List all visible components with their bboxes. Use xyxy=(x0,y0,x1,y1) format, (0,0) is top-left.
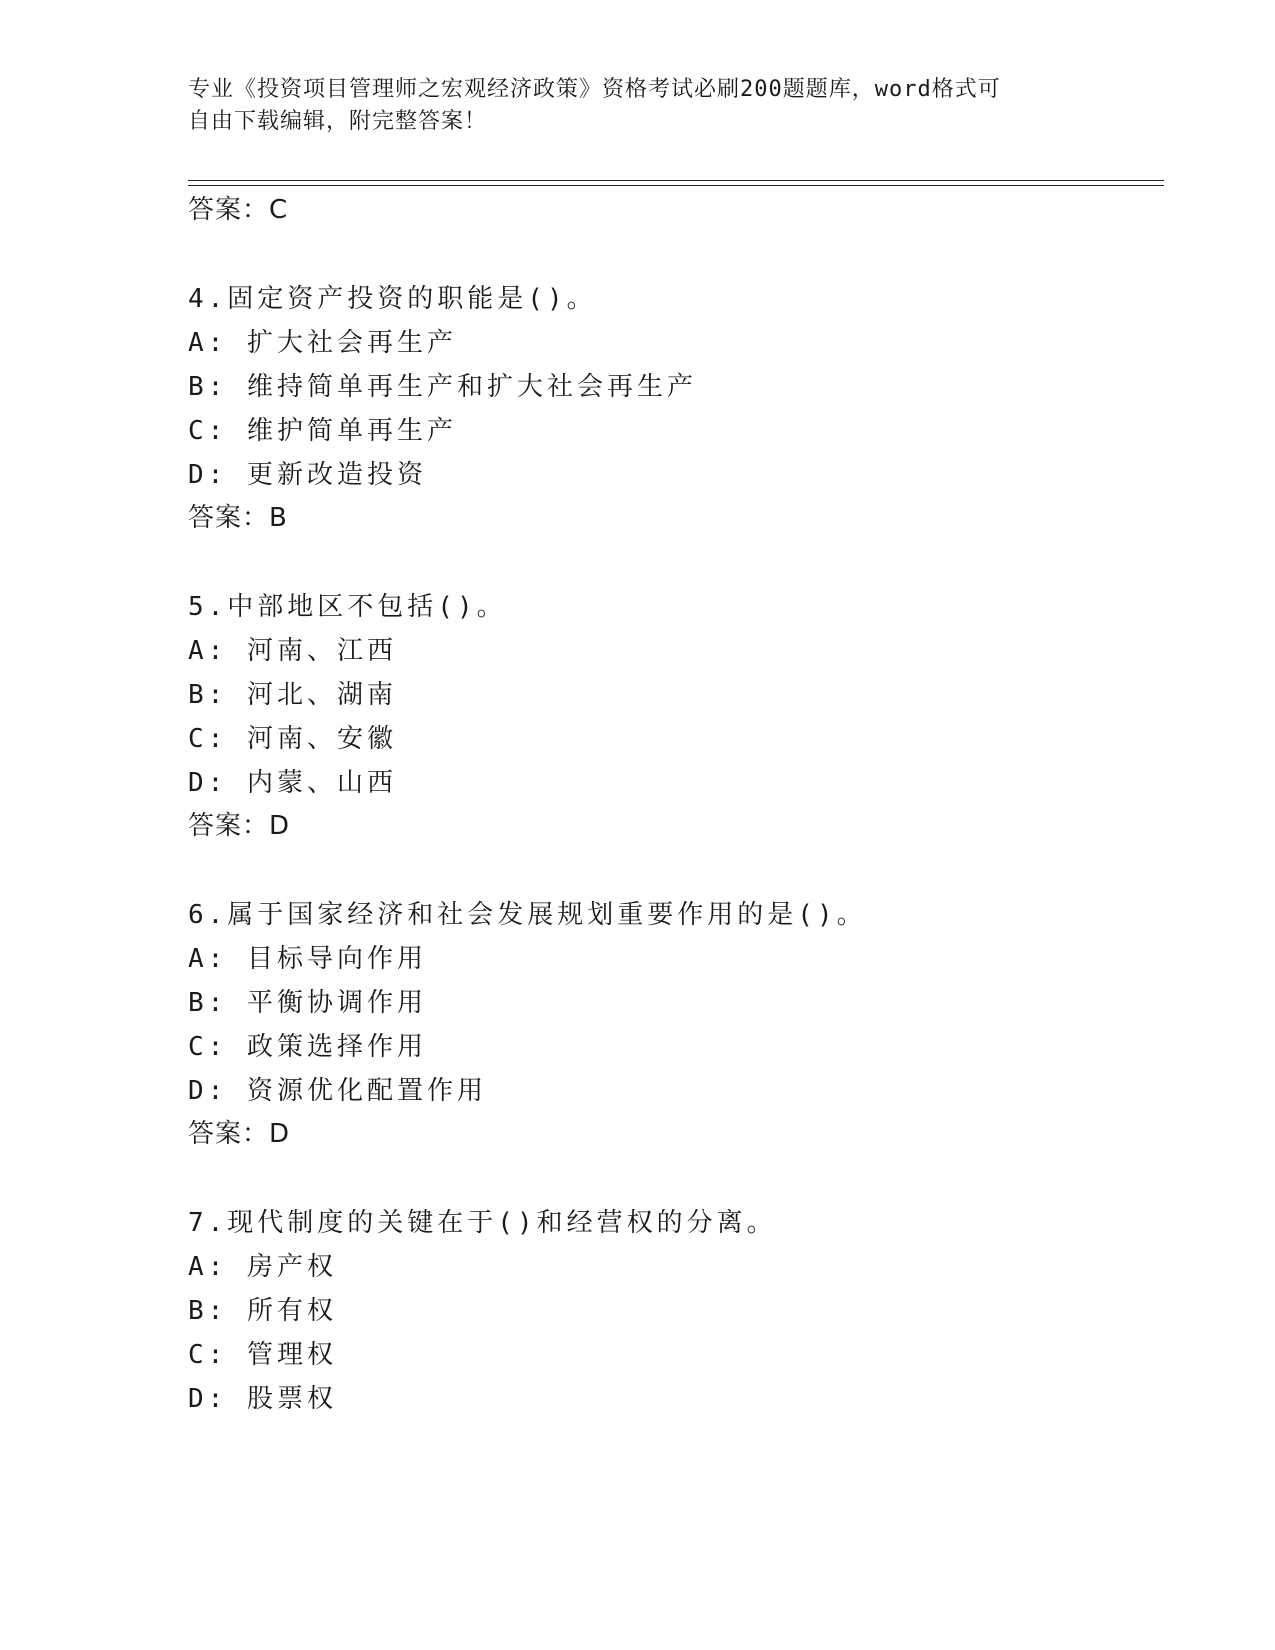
question-stem: 5.中部地区不包括()。 xyxy=(188,592,507,622)
option-d: D: 内蒙、山西 xyxy=(188,768,397,798)
option-d: D: 资源优化配置作用 xyxy=(188,1076,487,1106)
header-divider-top xyxy=(188,180,1164,181)
option-d: D: 更新改造投资 xyxy=(188,460,427,490)
option-b: B: 维持简单再生产和扩大社会再生产 xyxy=(188,372,697,402)
option-a: A: 扩大社会再生产 xyxy=(188,328,457,358)
question-stem: 6.属于国家经济和社会发展规划重要作用的是()。 xyxy=(188,900,867,930)
answer-line: 答案：C xyxy=(188,195,289,225)
header-divider-bottom xyxy=(188,185,1164,186)
option-b: B: 所有权 xyxy=(188,1296,337,1326)
option-a: A: 目标导向作用 xyxy=(188,944,427,974)
option-b: B: 平衡协调作用 xyxy=(188,988,427,1018)
answer-line: 答案：D xyxy=(188,1119,291,1149)
option-b: B: 河北、湖南 xyxy=(188,680,397,710)
header-line-2: 自由下载编辑，附完整答案！ xyxy=(188,109,488,134)
question-stem: 7.现代制度的关键在于()和经营权的分离。 xyxy=(188,1208,777,1238)
option-a: A: 河南、江西 xyxy=(188,636,397,666)
option-c: C: 维护简单再生产 xyxy=(188,416,457,446)
option-c: C: 政策选择作用 xyxy=(188,1032,427,1062)
document-header xyxy=(188,74,1088,138)
option-a: A: 房产权 xyxy=(188,1252,337,1282)
option-c: C: 河南、安徽 xyxy=(188,724,397,754)
question-stem: 4.固定资产投资的职能是()。 xyxy=(188,284,597,314)
answer-line: 答案：B xyxy=(188,503,288,533)
header-line-1: 专业《投资项目管理师之宏观经济政策》资格考试必刷200题题库，word格式可 xyxy=(188,77,1001,102)
option-c: C: 管理权 xyxy=(188,1340,337,1370)
option-d: D: 股票权 xyxy=(188,1384,337,1414)
answer-line: 答案：D xyxy=(188,811,291,841)
